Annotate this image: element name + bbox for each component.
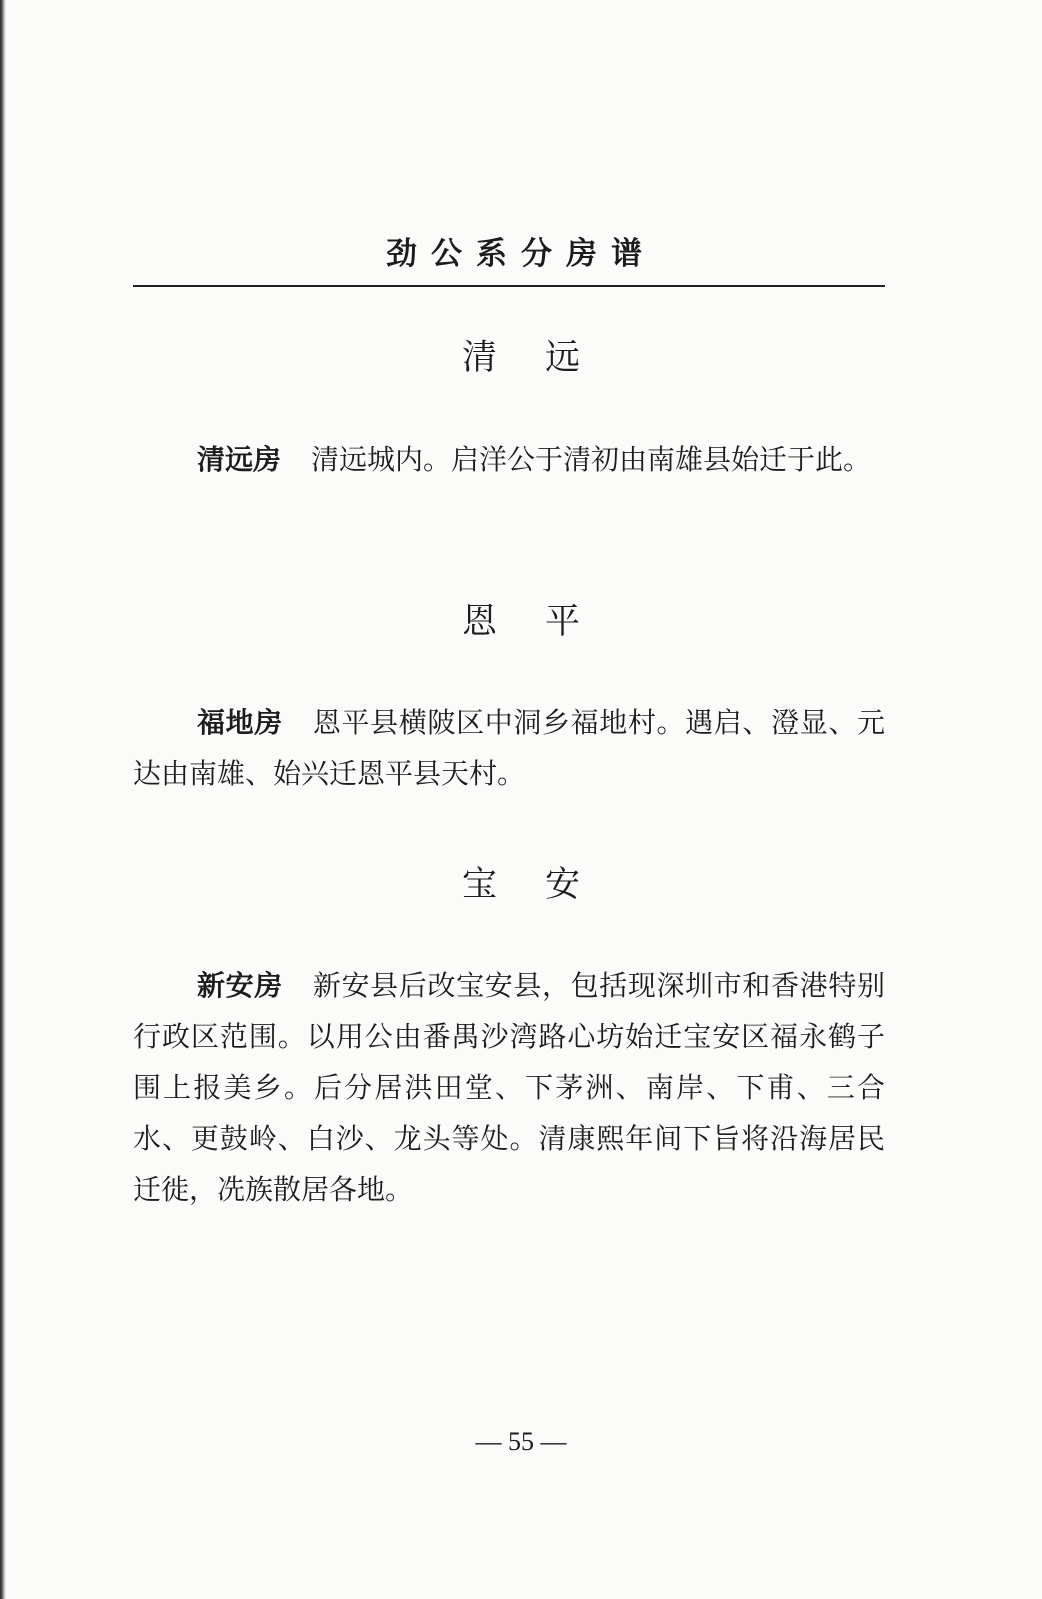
section-title-enping bbox=[0, 594, 1042, 644]
entry-term: 福地房 bbox=[197, 706, 283, 739]
section-title-char: 远 bbox=[545, 338, 581, 378]
section-title-char: 恩 bbox=[461, 602, 497, 642]
entry-xinan-fang bbox=[133, 960, 885, 1215]
page-number: — 55 — bbox=[475, 1427, 567, 1456]
section-title-qingyuan bbox=[0, 330, 1042, 380]
section-title-char: 平 bbox=[545, 602, 581, 642]
section-title-baoan bbox=[0, 857, 1042, 907]
entry-text: 恩平县横陂区中洞乡福地村。遇启、澄显、元达由南雄、始兴迁恩平县天村。 bbox=[133, 706, 885, 790]
entry-text: 新安县后改宝安县，包括现深圳市和香港特别行政区范围。以用公由番禺沙湾路心坊始迁宝安区福永鹤子围上报美乡。后分居洪田堂、下茅洲、南岸、下甫、三合水、更鼓岭、白沙、龙头等处。清康熙年间下旨将沿海居民迁徙，冼族散居各地。 bbox=[133, 969, 885, 1206]
section-title-char: 安 bbox=[545, 865, 581, 905]
entry-fudi-fang bbox=[133, 697, 885, 799]
section-title-char: 清 bbox=[461, 338, 497, 378]
entry-term: 新安房 bbox=[197, 969, 283, 1002]
entry-text: 清远城内。启洋公于清初由南雄县始迁于此。 bbox=[311, 443, 872, 476]
header-rule bbox=[133, 285, 885, 287]
entry-qingyuan-fang bbox=[133, 434, 885, 485]
entry-term: 清远房 bbox=[197, 443, 282, 476]
running-header: 劲公系分房谱 bbox=[386, 236, 656, 272]
section-title-char: 宝 bbox=[461, 865, 497, 905]
